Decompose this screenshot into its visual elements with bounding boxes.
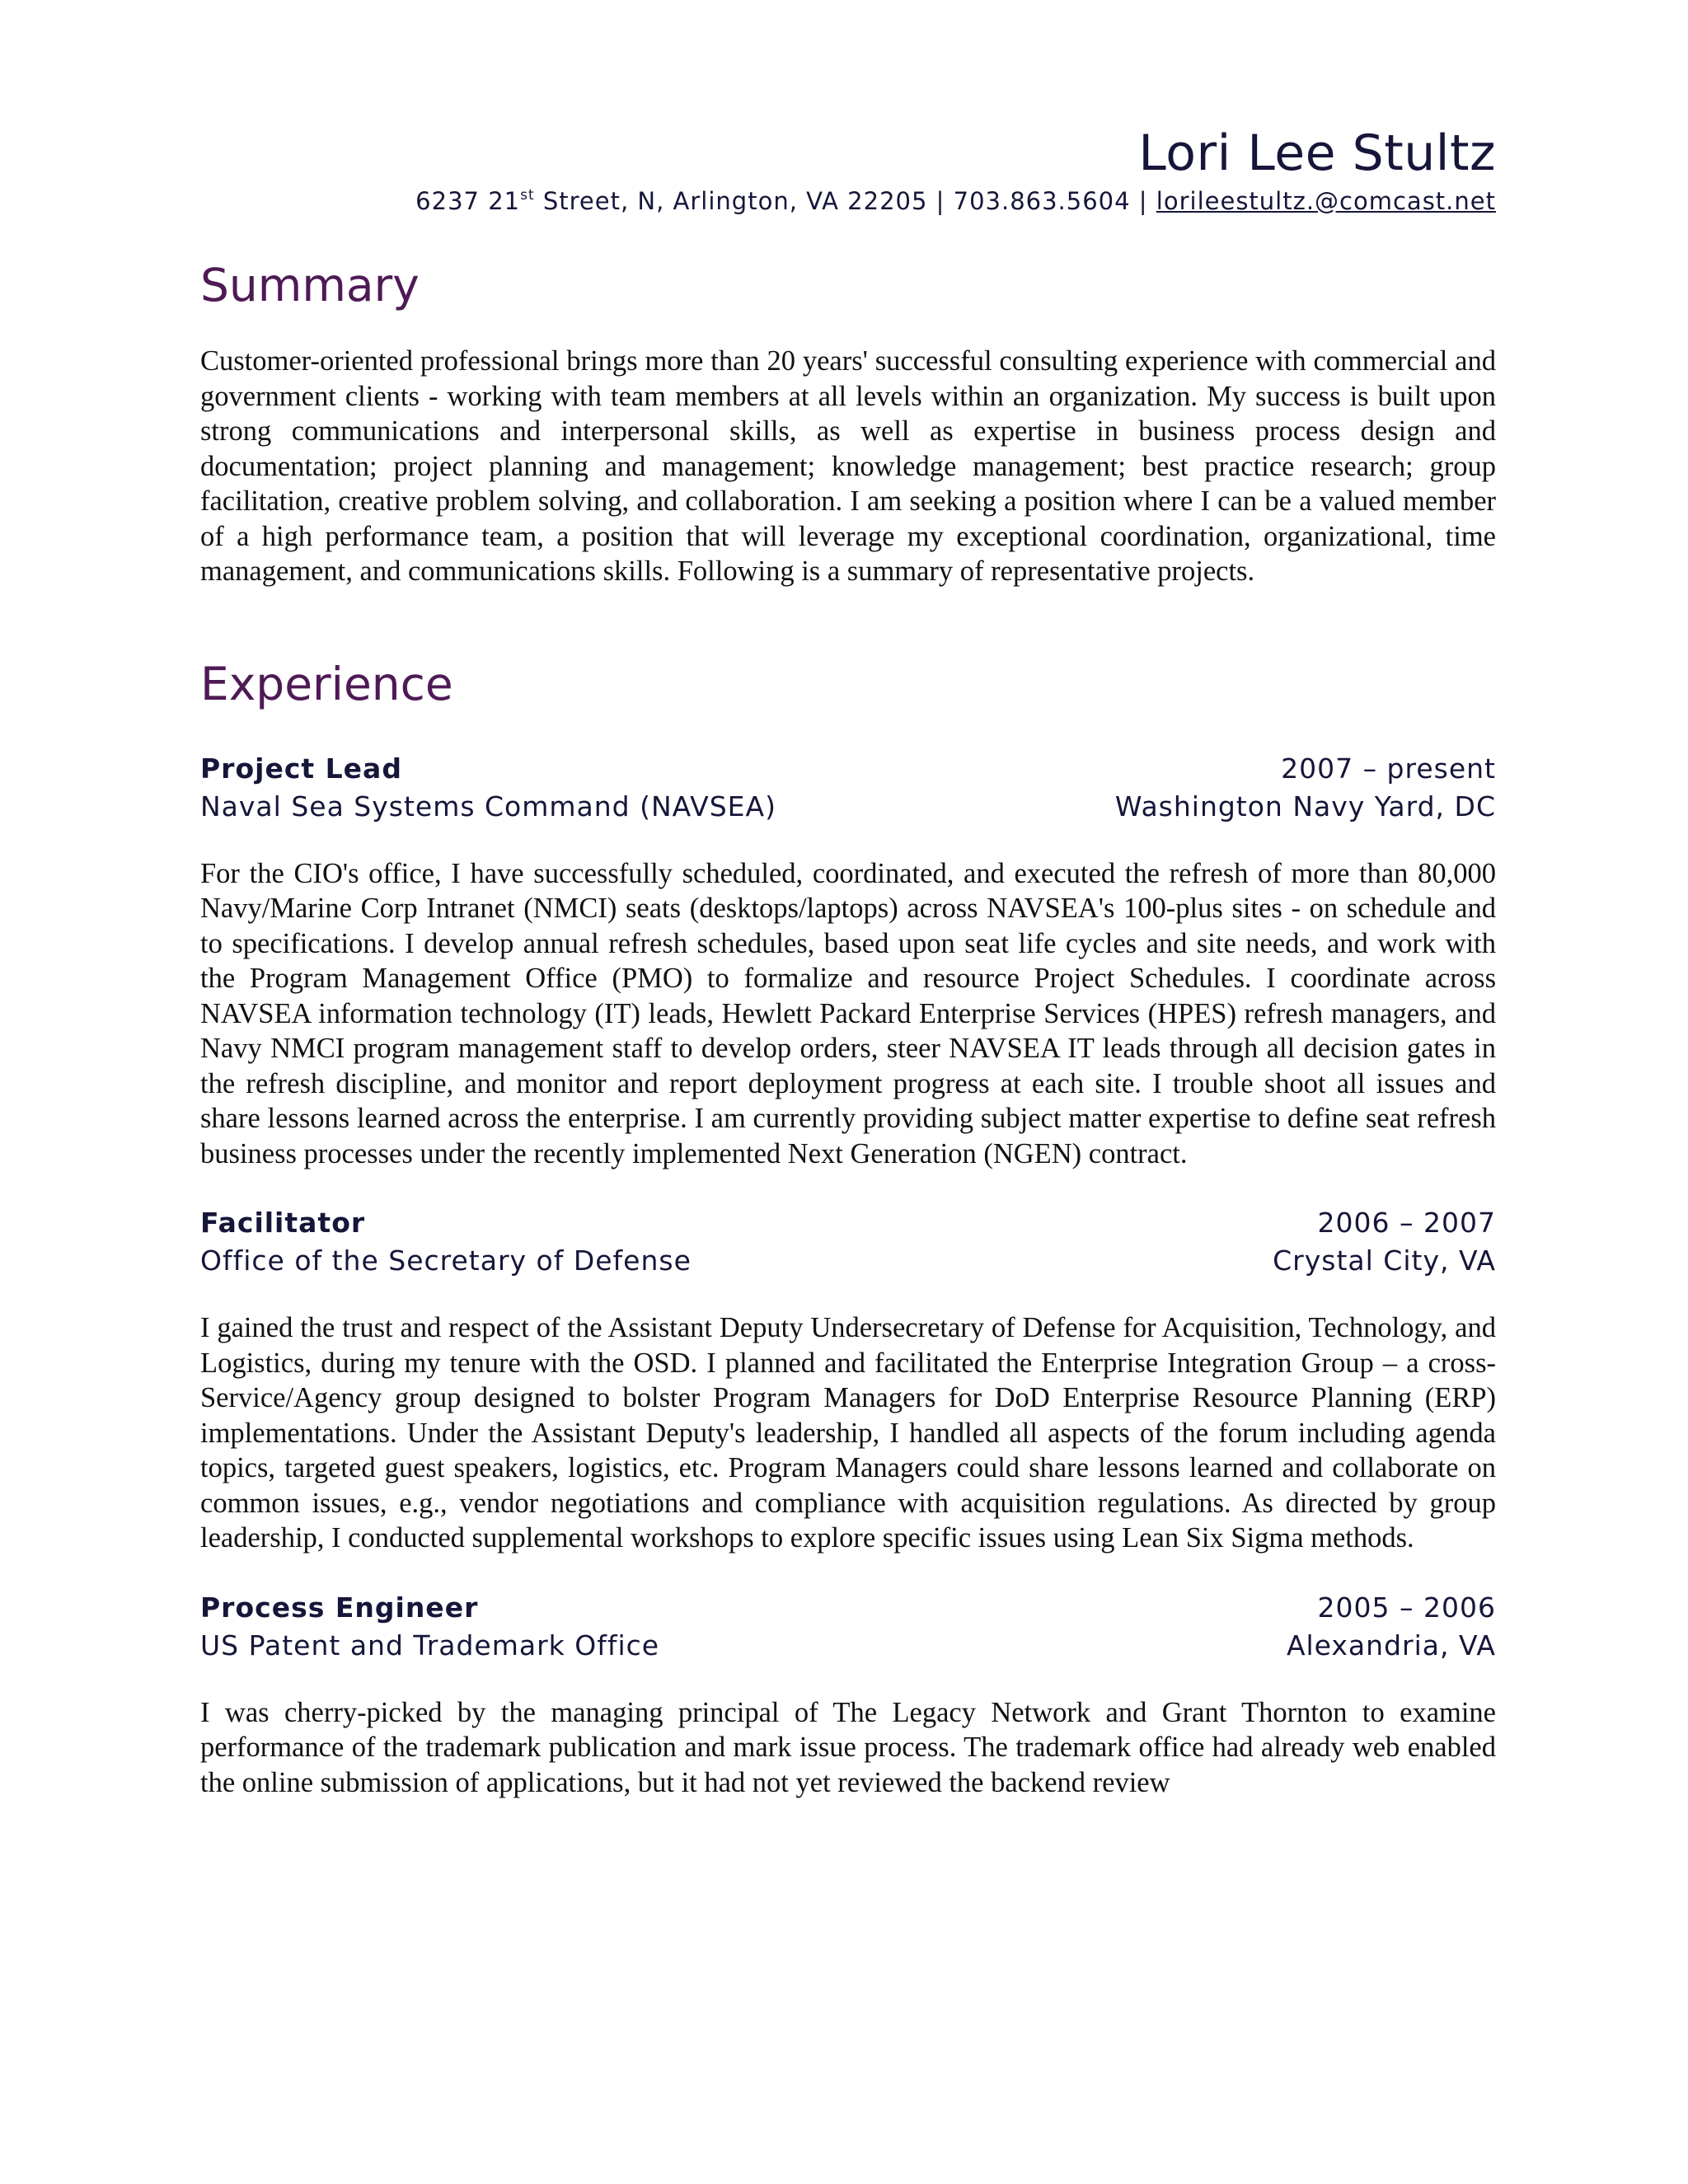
summary-text: Customer-oriented professional brings more than 20 years' successful consulting experience with commercial and government clients - working with team members at all levels within an organization. My success is built upon strong communications and interpersonal skills, as well as expertise in business process design and documentation; project planning and management; knowledge management; best practice research; group facilitation, creative problem solving, and collaboration. I am seeking a position where I can be a valued member of a high performance team, a position that will leverage my exceptional coordination, organizational, time management, and communications skills. Following is a summary of representative projects. — [200, 345, 1496, 587]
job-description: For the CIO's office, I have successfully scheduled, coordinated, and executed the refresh of more than 80,000 Navy/Marine Corp Intranet (NMCI) seats (desktops/laptops) across NAVSEA's 100-plus sites - on schedule and to specifications. I develop annual refresh schedules, based upon seat life cycles and site needs, and work with the Program Management Office (PMO) to formalize and resource Project Schedules. I coordinate across NAVSEA information technology (IT) leads, Hewlett Packard Enterprise Services (HPES) refresh managers, and Navy NMCI program management staff to develop orders, steer NAVSEA IT leads through all decision gates in the refresh discipline, and monitor and report deployment progress at each site. I trouble shoot all issues and share lessons learned across the enterprise. I am currently providing subject matter expertise to define seat refresh business processes under the recently implemented Next Generation (NGEN) contract. — [200, 857, 1496, 1169]
summary-heading: Summary — [200, 259, 420, 312]
email-link[interactable]: lorileestultz.@comcast.net — [1156, 187, 1496, 215]
address-rest-and-phone: Street, N, Arlington, VA 22205 | 703.863.5604 | — [534, 187, 1156, 215]
job-organization-row — [200, 1627, 1496, 1665]
contact-line — [200, 185, 1496, 218]
job-title: Project Lead — [200, 752, 402, 785]
job-location: Washington Navy Yard, DC — [1114, 790, 1496, 823]
job-entry — [200, 1204, 1496, 1556]
job-title-row — [200, 750, 1496, 788]
job-entry — [200, 750, 1496, 1172]
job-title-row — [200, 1589, 1496, 1627]
job-description: I was cherry-picked by the managing principal of The Legacy Network and Grant Thornton to examine performance of the trademark publication and mark issue process. The trademark office had already web enabled the online submission of applications, but it had not yet reviewed the backend review — [200, 1696, 1496, 1798]
job-title-row — [200, 1204, 1496, 1242]
address-number: 6237 21 — [415, 187, 521, 215]
job-dates: 2007 – present — [1281, 752, 1496, 785]
job-title: Process Engineer — [200, 1591, 479, 1624]
job-title: Facilitator — [200, 1207, 366, 1239]
resume-header — [200, 124, 1496, 218]
job-dates: 2006 – 2007 — [1317, 1207, 1496, 1239]
job-description: I gained the trust and respect of the Assistant Deputy Undersecretary of Defense for Acquisition, Technology, and Logistics, during my tenure with the OSD. I planned and facilitated the Enterprise Integration Group – a cross-Service/Agency group designed to bolster Program Managers for DoD Enterprise Resource Planning (ERP) implementations. Under the Assistant Deputy's leadership, I handled all aspects of the forum including agenda topics, targeted guest speakers, logistics, etc. Program Managers could share lessons learned and collaborate on common issues, e.g., vendor negotiations and compliance with acquisition regulations. As directed by group leadership, I conducted supplemental workshops to explore specific issues using Lean Six Sigma methods. — [200, 1312, 1496, 1554]
job-organization: Naval Sea Systems Command (NAVSEA) — [200, 790, 776, 823]
candidate-name: Lori Lee Stultz — [1138, 124, 1496, 182]
job-organization: US Patent and Trademark Office — [200, 1629, 660, 1661]
job-location: Crystal City, VA — [1273, 1244, 1496, 1277]
experience-heading: Experience — [200, 657, 453, 710]
resume-content — [200, 124, 1496, 1800]
job-organization-row — [200, 1242, 1496, 1280]
job-organization: Office of the Secretary of Defense — [200, 1244, 692, 1277]
job-dates: 2005 – 2006 — [1317, 1591, 1496, 1624]
job-location: Alexandria, VA — [1286, 1629, 1496, 1661]
address-ordinal-suffix: st — [520, 187, 535, 204]
job-organization-row — [200, 788, 1496, 826]
job-entry — [200, 1589, 1496, 1801]
